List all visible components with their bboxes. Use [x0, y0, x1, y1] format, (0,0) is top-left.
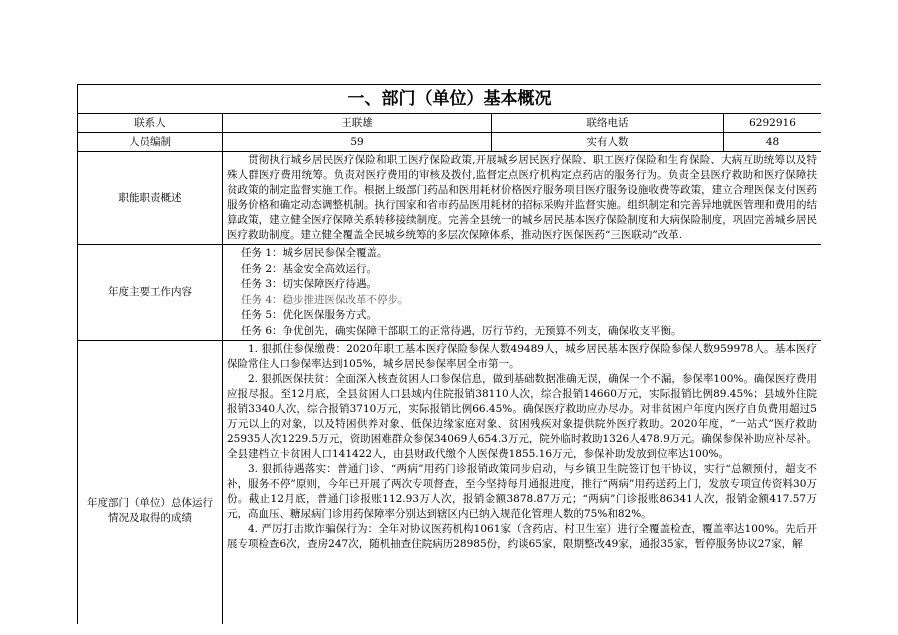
results-paragraph: 3. 狠抓待遇落实：普通门诊、“两病”用药门诊报销政策同步启动，与乡镇卫生院签订包干协议，实行“总额预付，超支不补，服务不停”原则，今年已开展了两次专项督查，至今坚持每月通报进度，推行“两病”用药送药上门，发放专项宣传资料30万份。截止12月底，普通门诊报账112.93万人次，报销金额3878.87万元；“两病”门诊报账86341人次，报销金额417.57万元，高血压、糖尿病门诊用药保障率分别达到辖区内已纳入规范化管理人数的75%和82%。 — [227, 463, 817, 520]
phone-label: 联络电话 — [492, 114, 724, 133]
task-item: 任务 1：城乡居民参保全覆盖。 — [241, 247, 388, 259]
page-title: 一、部门（单位）基本概况 — [78, 85, 822, 114]
staff-actual-label: 实有人数 — [492, 133, 724, 152]
contact-value: 王联雄 — [223, 114, 492, 133]
duties-cell — [223, 152, 822, 245]
staff-quota-label: 人员编制 — [78, 133, 223, 152]
results-paragraph: 1. 狠抓住参保缴费：2020年职工基本医疗保险参保人数49489人，城乡居民基本医疗保险参保人数959978人。基本医疗保险常住人口参保率达到105%，城乡居民参保率居全市第一。 — [227, 343, 817, 370]
task-item: 任务 6：争优创先，确实保障干部职工的正常待遇，厉行节约，无预算不列支，确保收支平衡。 — [241, 324, 682, 337]
task-item: 任务 5：优化医保服务方式。 — [241, 309, 378, 321]
results-cell — [223, 341, 822, 625]
overview-table — [77, 84, 821, 624]
results-paragraph: 4. 严厉打击欺诈骗保行为：全年对协议医药机构1061家（含药店、村卫生室）进行全覆盖检查，覆盖率达100%。先后开展专项检查6次，查房247次，随机抽查住院病历28985份，约谈65家，限期整改49家，通报35家，暂停服务协议27家，解 — [227, 523, 817, 550]
staff-quota-value: 59 — [223, 133, 492, 152]
task-item: 任务 2：基金安全高效运行。 — [241, 262, 378, 275]
staff-actual-value: 48 — [724, 133, 822, 152]
duties-text: 贯彻执行城乡居民医疗保险和职工医疗保险政策,开展城乡居民医疗保险、职工医疗保险和生育保险、大病互助统筹以及特殊人群医疗费用统筹。负责对医疗费用的审核及拨付,监督定点医疗机构定点药店的服务行为。负责全县医疗救助和医疗保障扶贫政策的制定监督实施工作。根据上级部门药品和医用耗材价格医疗服务项目医疗服务设施收费等政策，建立合理医保支付医药服务价格和确定动态调整机制。执行国家和省市药品医用耗材的招标采购并监督实施。组织制定和完善异地就医管理和费用的结算政策，建立健全医疗保障关系转移接续制度。完善全县统一的城乡居民基本医疗保险制度和大病保险制度，巩固完善城乡居民医疗救助制度。建立健全覆盖全民城乡统筹的多层次保障体系，推动医疗医保医药“三医联动”改革. — [227, 154, 817, 241]
tasks-label: 年度主要工作内容 — [78, 245, 223, 341]
contact-label: 联系人 — [78, 114, 223, 133]
results-label: 年度部门（单位）总体运行情况及取得的成绩 — [78, 341, 223, 625]
duties-label: 职能职责概述 — [78, 152, 223, 245]
phone-value: 6292916 — [724, 114, 822, 133]
task-item: 任务 4：稳步推进医保改革不停步。 — [241, 293, 409, 306]
results-paragraph: 2. 狠抓医保扶贫：全面深入核查贫困人口参保信息，做到基础数据准确无误，确保一个不漏，参保率100%。确保医疗费用应报尽报。至12月底，全县贫困人口县域内住院报销38110人次，综合报销14660万元，实际报销比例89.45%；县域外住院报销3340人次，综合报销3710万元，实际报销比例66.45%。确保医疗救助应办尽办。对非贫困户年度内医疗自负费用超过5万元以上的对象，以及特困供养对象、低保边缘家庭对象、贫困残疾对象提供院外医疗救助。2020年度，“一站式”医疗救助25935人次1229.5万元，资助困难群众参保34069人654.3万元，院外临时救助1326人478.9万元。确保参保补助应补尽补。全县建档立卡贫困人口141422人，由县财政代缴个人医保费1855.16万元，参保补助发放到位率达100%。 — [227, 373, 817, 460]
tasks-cell — [223, 245, 822, 341]
task-item: 任务 3：切实保障医疗待遇。 — [241, 278, 378, 290]
overview-sheet — [77, 84, 821, 624]
